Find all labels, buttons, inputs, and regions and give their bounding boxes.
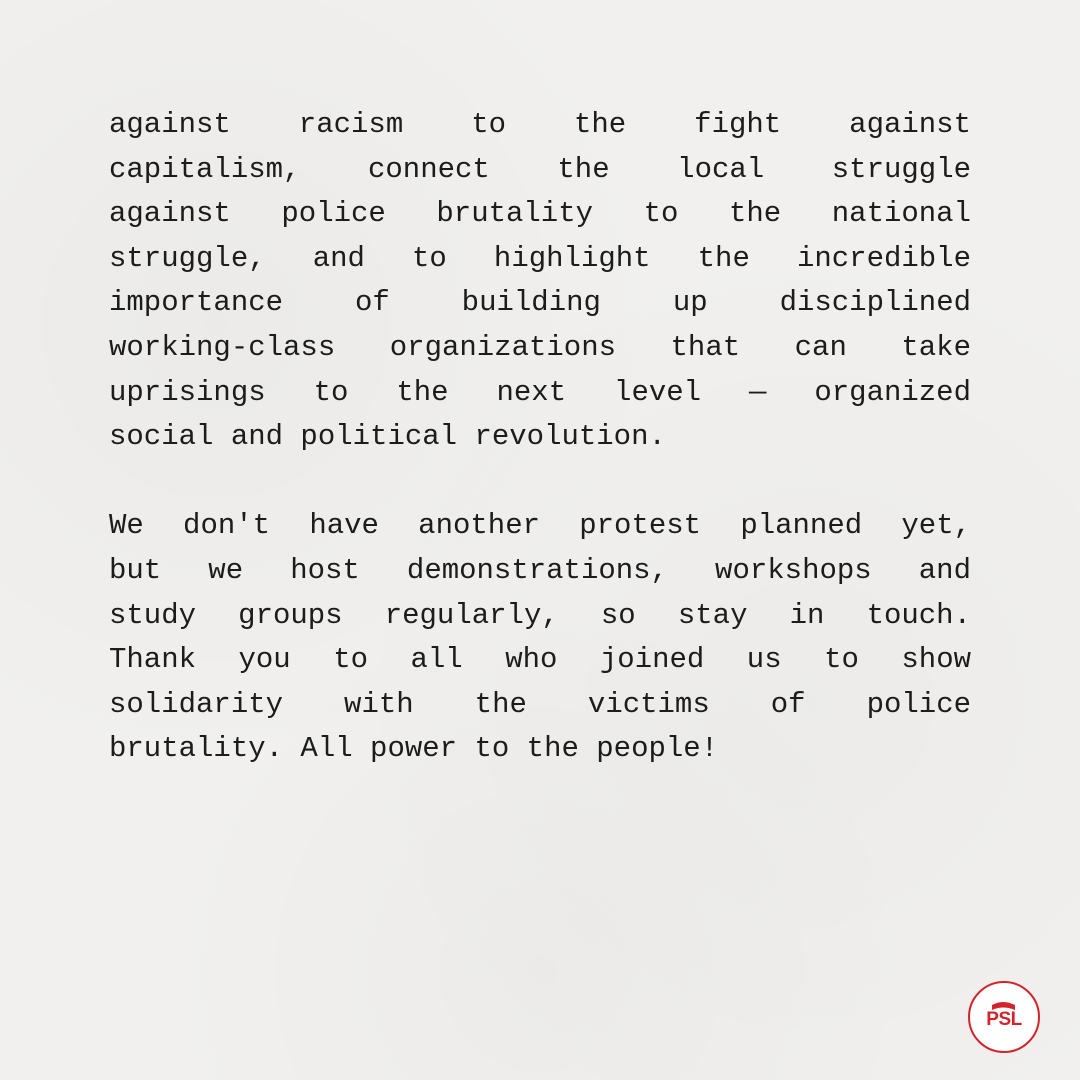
text-line: against police brutality to the national <box>109 197 971 231</box>
text-line: capitalism, connect the local struggle <box>109 152 971 186</box>
text-line: We don't have another protest planned yet, <box>109 509 971 543</box>
text-line: solidarity with the victims of police <box>109 687 971 721</box>
text-line: uprisings to the next level — organized <box>109 375 971 409</box>
paragraph-1 <box>109 103 971 460</box>
text-line: struggle, and to highlight the incredible <box>109 241 971 275</box>
text-line: against racism to the fight against <box>109 108 971 141</box>
body-text <box>109 103 971 772</box>
psl-flag-logo-icon <box>968 981 1040 1053</box>
logo-text: PSL <box>986 1009 1022 1030</box>
text-line: brutality. All power to the people! <box>109 732 719 766</box>
text-line: study groups regularly, so stay in touch. <box>109 598 971 632</box>
text-line: Thank you to all who joined us to show <box>109 643 971 677</box>
text-line: but we host demonstrations, workshops and <box>109 553 971 587</box>
text-line: working-class organizations that can take <box>109 330 971 364</box>
paragraph-2 <box>109 504 971 772</box>
text-line: importance of building up disciplined <box>109 286 971 320</box>
text-line: social and political revolution. <box>109 420 666 454</box>
